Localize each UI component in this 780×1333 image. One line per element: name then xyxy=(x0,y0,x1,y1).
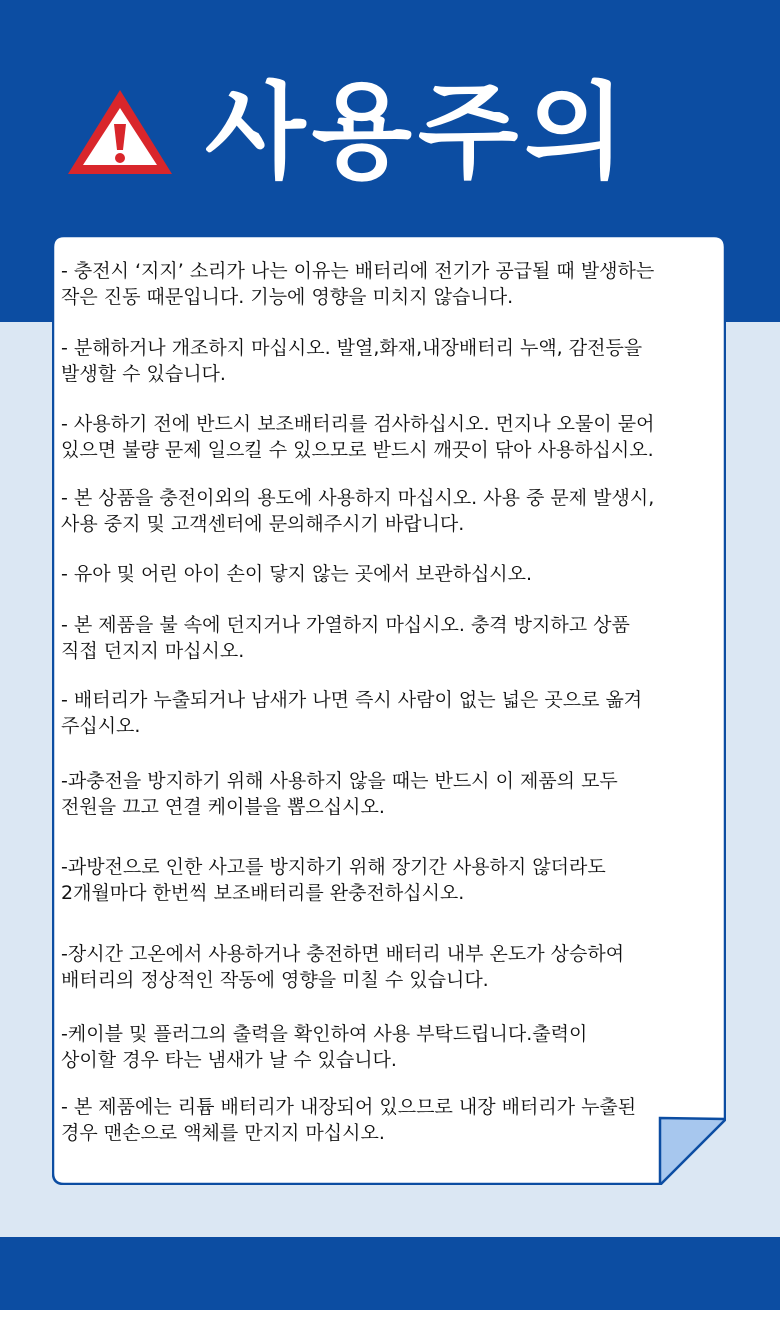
footer-band xyxy=(0,1237,780,1310)
page-title: 사용주의 xyxy=(205,71,631,193)
caution-item: -과방전으로 인한 사고를 방지하기 위해 장기간 사용하지 않더라도 2개월마다 한번씩 보조배터리를 완충전하십시오. xyxy=(61,856,606,904)
caution-list xyxy=(52,235,726,1185)
caution-item: - 본 상품을 충전이외의 용도에 사용하지 마십시오. 사용 중 문제 발생시, 사용 중지 및 고객센터에 문의해주시기 바랍니다. xyxy=(61,487,655,535)
warning-triangle-icon xyxy=(64,86,176,178)
caution-item: - 유아 및 어린 아이 손이 닿지 않는 곳에서 보관하십시오. xyxy=(61,563,533,585)
caution-item: - 사용하기 전에 반드시 보조배터리를 검사하십시오. 먼지나 오물이 묻어 있으면 불량 문제 일으킬 수 있으모로 받드시 깨끗이 닦아 사용하십시오. xyxy=(61,413,655,461)
caution-item: -과충전을 방지하기 위해 사용하지 않을 때는 반드시 이 제품의 모두 전원을 끄고 연결 케이블을 뽑으십시오. xyxy=(61,770,618,818)
caution-item: - 본 제품을 불 속에 던지거나 가열하지 마십시오. 충격 방지하고 상품 직접 던지지 마십시오. xyxy=(61,614,630,662)
caution-item: -장시간 고온에서 사용하거나 충전하면 배터리 내부 온도가 상승하여 배터리의 정상적인 작동에 영향을 미칠 수 있습니다. xyxy=(61,943,625,991)
caution-item: - 분해하거나 개조하지 마십시오. 발열,화재,내장배터리 누액, 감전등을 발생할 수 있습니다. xyxy=(61,337,643,385)
caution-item: - 충전시 ‘지지’ 소리가 나는 이유는 배터리에 전기가 공급될 때 발생하는 작은 진동 때문입니다. 기능에 영향을 미치지 않습니다. xyxy=(61,260,655,308)
notice-card xyxy=(52,235,726,1185)
caution-item: - 배터리가 누출되거나 남새가 나면 즉시 사람이 없는 넓은 곳으로 옮겨 주십시오. xyxy=(61,689,643,737)
caution-item: - 본 제품에는 리튬 배터리가 내장되어 있으므로 내장 배터리가 누출된 경우 맨손으로 액체를 만지지 마십시오. xyxy=(61,1096,637,1144)
caution-item: -케이블 및 플러그의 출력을 확인하여 사용 부탁드립니다.출력이 상이할 경우 타는 냄새가 날 수 있습니다. xyxy=(61,1023,588,1071)
footer-margin xyxy=(0,1310,780,1333)
